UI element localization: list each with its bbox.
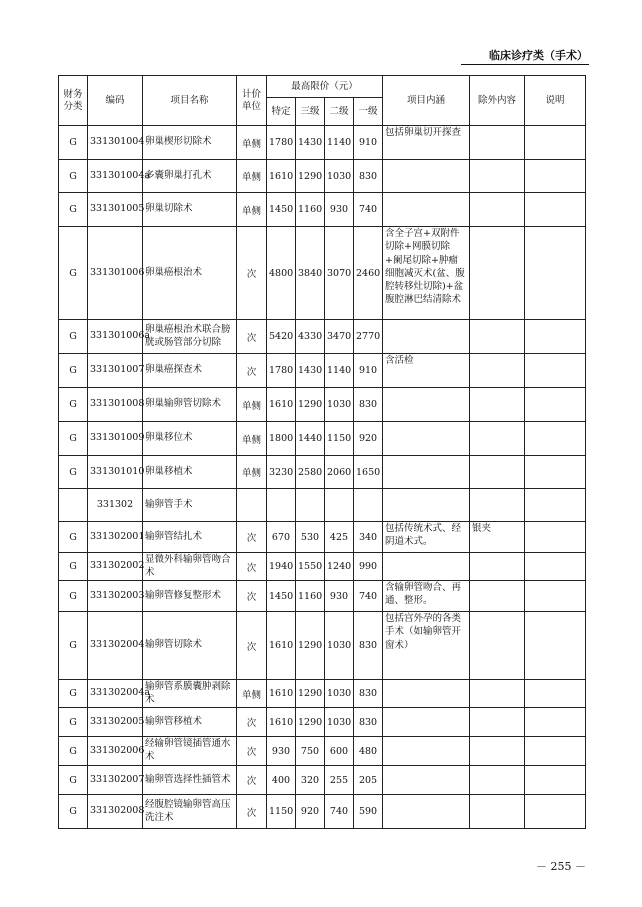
name-cell: 输卵管切除术 xyxy=(143,612,237,680)
exclusion-cell xyxy=(470,126,525,160)
exclusion-cell xyxy=(470,766,525,795)
content-cell: 包括卵巢切开探查 xyxy=(383,126,470,160)
exclusion-cell xyxy=(470,193,525,227)
code-cell: 331301006a xyxy=(88,320,143,354)
content-cell xyxy=(383,708,470,737)
running-header: 临床诊疗类（手术） xyxy=(489,49,588,62)
finance-cell: G xyxy=(59,320,88,354)
price-level1-cell: 990 xyxy=(354,553,383,581)
finance-cell: G xyxy=(59,795,88,829)
price-level3-cell: 530 xyxy=(296,522,325,553)
content-cell: 含全子宫+双附件切除+网膜切除+阑尾切除+肿瘤细胞减灭术(盆、腹腔转移灶切除)+盆腹腔淋巴结清除术 xyxy=(383,227,470,320)
note-cell xyxy=(525,522,586,553)
price-level1-cell: 480 xyxy=(354,737,383,766)
code-cell: 331302004 xyxy=(88,612,143,680)
page-number: － 255 － xyxy=(536,860,586,873)
header-rule xyxy=(461,64,589,65)
name-cell: 显微外科输卵管吻合术 xyxy=(143,553,237,581)
price-level1-cell: 590 xyxy=(354,795,383,829)
name-cell: 卵巢输卵管切除术 xyxy=(143,388,237,422)
content-cell xyxy=(383,680,470,708)
unit-cell: 次 xyxy=(237,795,267,829)
col-special-header: 特定 xyxy=(267,98,296,126)
name-cell: 卵巢癌根治术联合膀胱或肠管部分切除 xyxy=(143,320,237,354)
table-row xyxy=(59,126,586,160)
price-level1-cell: 830 xyxy=(354,388,383,422)
price-level3-cell: 1290 xyxy=(296,680,325,708)
price-level3-cell: 1160 xyxy=(296,581,325,612)
table-row xyxy=(59,193,586,227)
finance-cell: G xyxy=(59,680,88,708)
code-cell: 331302 xyxy=(88,489,143,522)
note-cell xyxy=(525,126,586,160)
col-unit-header: 计价单位 xyxy=(237,76,267,126)
table-row xyxy=(59,708,586,737)
price-special-cell: 1610 xyxy=(267,612,296,680)
col-level3-header: 三级 xyxy=(296,98,325,126)
name-cell: 输卵管选择性插管术 xyxy=(143,766,237,795)
price-special-cell: 1450 xyxy=(267,581,296,612)
table-row xyxy=(59,766,586,795)
code-cell: 331301009 xyxy=(88,422,143,456)
price-level3-cell: 1430 xyxy=(296,126,325,160)
name-cell: 输卵管系膜囊肿剥除术 xyxy=(143,680,237,708)
unit-cell: 单侧 xyxy=(237,388,267,422)
code-cell: 331301004a xyxy=(88,160,143,193)
name-cell: 多囊卵巢打孔术 xyxy=(143,160,237,193)
code-cell: 331302006 xyxy=(88,737,143,766)
name-cell: 卵巢楔形切除术 xyxy=(143,126,237,160)
name-cell: 卵巢切除术 xyxy=(143,193,237,227)
finance-cell: G xyxy=(59,160,88,193)
price-level2-cell: 1150 xyxy=(325,422,354,456)
price-level3-cell: 1290 xyxy=(296,160,325,193)
price-special-cell: 1610 xyxy=(267,680,296,708)
finance-cell: G xyxy=(59,737,88,766)
unit-cell: 次 xyxy=(237,320,267,354)
note-cell xyxy=(525,766,586,795)
name-cell: 输卵管修复整形术 xyxy=(143,581,237,612)
exclusion-cell xyxy=(470,795,525,829)
note-cell xyxy=(525,795,586,829)
unit-cell: 次 xyxy=(237,354,267,388)
exclusion-cell xyxy=(470,489,525,522)
table-row xyxy=(59,581,586,612)
price-level2-cell xyxy=(325,489,354,522)
code-cell: 331302008 xyxy=(88,795,143,829)
finance-cell: G xyxy=(59,422,88,456)
note-cell xyxy=(525,388,586,422)
content-cell xyxy=(383,766,470,795)
content-cell xyxy=(383,193,470,227)
col-exclusion-header: 除外内容 xyxy=(470,76,525,126)
price-level1-cell: 2770 xyxy=(354,320,383,354)
exclusion-cell xyxy=(470,581,525,612)
price-level1-cell: 740 xyxy=(354,193,383,227)
exclusion-cell xyxy=(470,456,525,489)
col-level2-header: 二级 xyxy=(325,98,354,126)
code-cell: 331302005 xyxy=(88,708,143,737)
name-cell: 卵巢移植术 xyxy=(143,456,237,489)
price-level1-cell: 1650 xyxy=(354,456,383,489)
price-special-cell: 1800 xyxy=(267,422,296,456)
note-cell xyxy=(525,612,586,680)
price-level1-cell: 830 xyxy=(354,612,383,680)
name-cell: 输卵管移植术 xyxy=(143,708,237,737)
unit-cell: 次 xyxy=(237,708,267,737)
price-level2-cell: 2060 xyxy=(325,456,354,489)
table-row xyxy=(59,522,586,553)
price-level3-cell: 1550 xyxy=(296,553,325,581)
price-level1-cell: 740 xyxy=(354,581,383,612)
note-cell xyxy=(525,581,586,612)
price-level2-cell: 425 xyxy=(325,522,354,553)
content-cell xyxy=(383,320,470,354)
code-cell: 331301010 xyxy=(88,456,143,489)
col-name-header: 项目名称 xyxy=(143,76,237,126)
code-cell: 331301008 xyxy=(88,388,143,422)
exclusion-cell xyxy=(470,680,525,708)
name-cell: 输卵管手术 xyxy=(143,489,237,522)
price-special-cell: 1780 xyxy=(267,126,296,160)
unit-cell: 次 xyxy=(237,737,267,766)
price-level2-cell: 930 xyxy=(325,193,354,227)
price-level3-cell: 920 xyxy=(296,795,325,829)
price-level1-cell: 830 xyxy=(354,680,383,708)
price-special-cell: 930 xyxy=(267,737,296,766)
unit-cell: 单侧 xyxy=(237,126,267,160)
finance-cell: G xyxy=(59,553,88,581)
price-level3-cell: 1430 xyxy=(296,354,325,388)
price-level3-cell: 750 xyxy=(296,737,325,766)
unit-cell: 次 xyxy=(237,553,267,581)
content-cell: 包括宫外孕的各类手术（如输卵管开窗术） xyxy=(383,612,470,680)
exclusion-cell xyxy=(470,422,525,456)
price-special-cell: 1780 xyxy=(267,354,296,388)
exclusion-cell xyxy=(470,160,525,193)
code-cell: 331302007 xyxy=(88,766,143,795)
col-price-group-header: 最高限价（元） xyxy=(267,76,383,98)
content-cell xyxy=(383,795,470,829)
price-level3-cell: 1290 xyxy=(296,708,325,737)
name-cell: 经输卵管镜插管通水术 xyxy=(143,737,237,766)
unit-cell: 单侧 xyxy=(237,680,267,708)
col-content-header: 项目内涵 xyxy=(383,76,470,126)
table-row xyxy=(59,456,586,489)
code-cell: 331302001 xyxy=(88,522,143,553)
table-row xyxy=(59,354,586,388)
table-row xyxy=(59,388,586,422)
content-cell xyxy=(383,456,470,489)
content-cell xyxy=(383,422,470,456)
finance-cell: G xyxy=(59,193,88,227)
finance-cell xyxy=(59,489,88,522)
price-special-cell xyxy=(267,489,296,522)
name-cell: 卵巢移位术 xyxy=(143,422,237,456)
exclusion-cell xyxy=(470,708,525,737)
table-row xyxy=(59,320,586,354)
table-row xyxy=(59,227,586,320)
exclusion-cell xyxy=(470,354,525,388)
price-special-cell: 1450 xyxy=(267,193,296,227)
price-table xyxy=(58,75,586,829)
exclusion-cell: 银夹 xyxy=(470,522,525,553)
unit-cell: 单侧 xyxy=(237,160,267,193)
price-level2-cell: 1140 xyxy=(325,126,354,160)
content-cell: 含活检 xyxy=(383,354,470,388)
finance-cell: G xyxy=(59,456,88,489)
price-level3-cell: 4330 xyxy=(296,320,325,354)
col-finance-header: 财务分类 xyxy=(59,76,88,126)
price-level2-cell: 3470 xyxy=(325,320,354,354)
code-cell: 331301005 xyxy=(88,193,143,227)
table-row xyxy=(59,553,586,581)
unit-cell: 单侧 xyxy=(237,456,267,489)
price-special-cell: 1610 xyxy=(267,708,296,737)
price-level2-cell: 1140 xyxy=(325,354,354,388)
name-cell: 输卵管结扎术 xyxy=(143,522,237,553)
table-row xyxy=(59,737,586,766)
price-level3-cell: 1290 xyxy=(296,388,325,422)
table-row xyxy=(59,160,586,193)
price-level3-cell: 1290 xyxy=(296,612,325,680)
unit-cell: 次 xyxy=(237,612,267,680)
note-cell xyxy=(525,680,586,708)
unit-cell: 次 xyxy=(237,227,267,320)
finance-cell: G xyxy=(59,354,88,388)
price-level3-cell: 1440 xyxy=(296,422,325,456)
price-level1-cell: 340 xyxy=(354,522,383,553)
note-cell xyxy=(525,708,586,737)
code-cell: 331301004 xyxy=(88,126,143,160)
exclusion-cell xyxy=(470,388,525,422)
col-code-header: 编码 xyxy=(88,76,143,126)
price-level2-cell: 930 xyxy=(325,581,354,612)
note-cell xyxy=(525,553,586,581)
name-cell: 卵巢癌探查术 xyxy=(143,354,237,388)
price-level1-cell: 205 xyxy=(354,766,383,795)
price-level2-cell: 600 xyxy=(325,737,354,766)
exclusion-cell xyxy=(470,737,525,766)
price-level2-cell: 1030 xyxy=(325,708,354,737)
content-cell xyxy=(383,489,470,522)
price-level1-cell: 830 xyxy=(354,708,383,737)
col-level1-header: 一级 xyxy=(354,98,383,126)
note-cell xyxy=(525,193,586,227)
unit-cell: 单侧 xyxy=(237,422,267,456)
note-cell xyxy=(525,456,586,489)
price-level3-cell xyxy=(296,489,325,522)
note-cell xyxy=(525,422,586,456)
content-cell xyxy=(383,737,470,766)
unit-cell: 单侧 xyxy=(237,193,267,227)
finance-cell: G xyxy=(59,612,88,680)
content-cell: 包括传统术式、经阴道术式。 xyxy=(383,522,470,553)
price-level2-cell: 1240 xyxy=(325,553,354,581)
price-level3-cell: 1160 xyxy=(296,193,325,227)
price-level2-cell: 3070 xyxy=(325,227,354,320)
finance-cell: G xyxy=(59,766,88,795)
note-cell xyxy=(525,489,586,522)
price-level1-cell xyxy=(354,489,383,522)
code-cell: 331302003 xyxy=(88,581,143,612)
price-special-cell: 5420 xyxy=(267,320,296,354)
exclusion-cell xyxy=(470,227,525,320)
code-cell: 331301006 xyxy=(88,227,143,320)
note-cell xyxy=(525,160,586,193)
price-level2-cell: 1030 xyxy=(325,160,354,193)
table-row xyxy=(59,489,586,522)
finance-cell: G xyxy=(59,227,88,320)
code-cell: 331302004a xyxy=(88,680,143,708)
price-level1-cell: 920 xyxy=(354,422,383,456)
name-cell: 卵巢癌根治术 xyxy=(143,227,237,320)
unit-cell: 次 xyxy=(237,766,267,795)
price-level1-cell: 910 xyxy=(354,354,383,388)
price-special-cell: 400 xyxy=(267,766,296,795)
table-row xyxy=(59,795,586,829)
price-special-cell: 670 xyxy=(267,522,296,553)
finance-cell: G xyxy=(59,522,88,553)
price-special-cell: 3230 xyxy=(267,456,296,489)
price-level3-cell: 3840 xyxy=(296,227,325,320)
price-special-cell: 1610 xyxy=(267,388,296,422)
price-special-cell: 4800 xyxy=(267,227,296,320)
price-level1-cell: 2460 xyxy=(354,227,383,320)
price-level2-cell: 1030 xyxy=(325,612,354,680)
exclusion-cell xyxy=(470,612,525,680)
table-row xyxy=(59,422,586,456)
exclusion-cell xyxy=(470,320,525,354)
code-cell: 331302002 xyxy=(88,553,143,581)
price-level1-cell: 910 xyxy=(354,126,383,160)
content-cell xyxy=(383,388,470,422)
finance-cell: G xyxy=(59,126,88,160)
content-cell xyxy=(383,160,470,193)
finance-cell: G xyxy=(59,388,88,422)
content-cell xyxy=(383,553,470,581)
note-cell xyxy=(525,320,586,354)
price-level2-cell: 1030 xyxy=(325,680,354,708)
price-level2-cell: 1030 xyxy=(325,388,354,422)
price-special-cell: 1610 xyxy=(267,160,296,193)
unit-cell: 次 xyxy=(237,522,267,553)
price-level1-cell: 830 xyxy=(354,160,383,193)
unit-cell: 次 xyxy=(237,581,267,612)
note-cell xyxy=(525,227,586,320)
unit-cell xyxy=(237,489,267,522)
col-note-header: 说明 xyxy=(525,76,586,126)
exclusion-cell xyxy=(470,553,525,581)
table-row xyxy=(59,612,586,680)
price-level2-cell: 255 xyxy=(325,766,354,795)
price-level3-cell: 2580 xyxy=(296,456,325,489)
content-cell: 含输卵管吻合、再通、整形。 xyxy=(383,581,470,612)
table-row xyxy=(59,680,586,708)
name-cell: 经腹腔镜输卵管高压洗注术 xyxy=(143,795,237,829)
note-cell xyxy=(525,737,586,766)
finance-cell: G xyxy=(59,708,88,737)
code-cell: 331301007 xyxy=(88,354,143,388)
note-cell xyxy=(525,354,586,388)
price-special-cell: 1150 xyxy=(267,795,296,829)
finance-cell: G xyxy=(59,581,88,612)
price-level2-cell: 740 xyxy=(325,795,354,829)
price-level3-cell: 320 xyxy=(296,766,325,795)
price-special-cell: 1940 xyxy=(267,553,296,581)
